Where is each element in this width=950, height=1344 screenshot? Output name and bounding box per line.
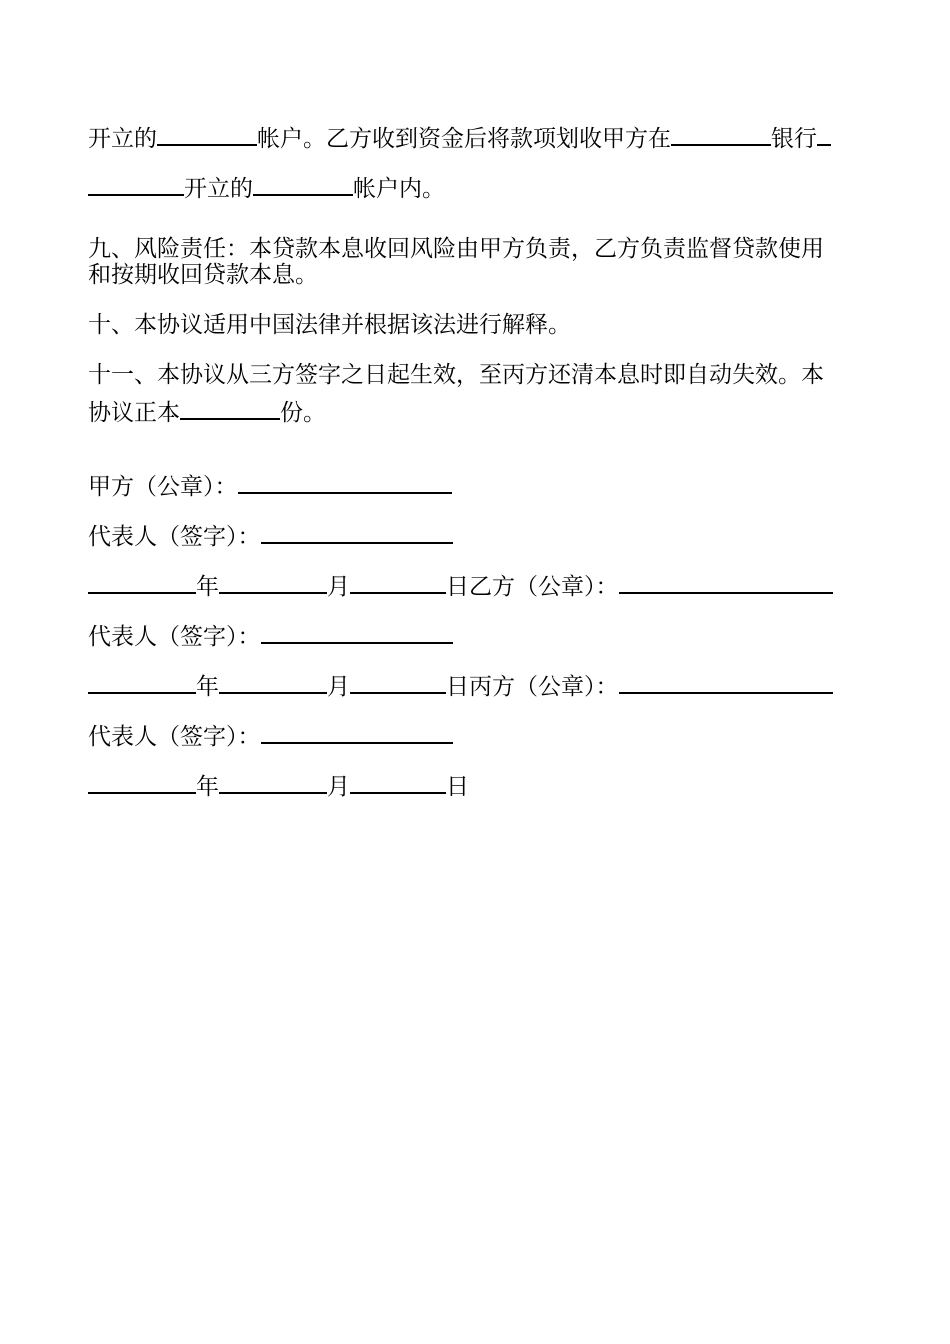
day-field[interactable] xyxy=(350,672,446,694)
clause9-line2: 和按期收回贷款本息。 xyxy=(88,262,318,288)
signature-field[interactable] xyxy=(261,522,453,544)
date-party-c-line xyxy=(88,672,833,700)
year-field[interactable] xyxy=(88,772,196,794)
party-c-label: 丙方（公章）： xyxy=(469,674,619,700)
text: 协议正本 xyxy=(88,400,180,426)
day-field[interactable] xyxy=(350,572,446,594)
text: 帐户。乙方收到资金后将款项划收甲方在 xyxy=(257,126,671,152)
signature-field[interactable] xyxy=(261,622,453,644)
clause11-line1: 十一、本协议从三方签字之日起生效，至丙方还清本息时即自动失效。本 xyxy=(88,362,824,388)
party-a-label: 甲方（公章）： xyxy=(88,474,238,500)
representative-label: 代表人（签字）： xyxy=(88,524,261,550)
text: 月 xyxy=(327,774,350,800)
date-party-b-line xyxy=(88,572,833,600)
clause10: 十、本协议适用中国法律并根据该法进行解释。 xyxy=(88,312,571,338)
text: 月 xyxy=(327,574,350,600)
representative-label: 代表人（签字）： xyxy=(88,724,261,750)
clause8-line1 xyxy=(88,124,831,152)
party-a-seal-line xyxy=(88,472,452,500)
clause11-line2 xyxy=(88,398,326,426)
blank-field[interactable] xyxy=(671,124,771,146)
text: 月 xyxy=(327,674,350,700)
blank-field[interactable] xyxy=(157,124,257,146)
signature-field[interactable] xyxy=(261,722,453,744)
signature-field[interactable] xyxy=(238,472,452,494)
text: 开立的 xyxy=(88,126,157,152)
text: 年 xyxy=(196,674,219,700)
representative-label: 代表人（签字）： xyxy=(88,624,261,650)
blank-field[interactable] xyxy=(817,124,831,146)
signature-field[interactable] xyxy=(619,672,833,694)
month-field[interactable] xyxy=(219,672,327,694)
blank-field[interactable] xyxy=(88,174,184,196)
text: 银行 xyxy=(771,126,817,152)
text: 开立的 xyxy=(184,176,253,202)
clause8-line2 xyxy=(88,174,445,202)
representative-line-2 xyxy=(88,622,453,650)
blank-field[interactable] xyxy=(253,174,353,196)
representative-line-3 xyxy=(88,722,453,750)
month-field[interactable] xyxy=(219,772,327,794)
text: 日 xyxy=(446,574,469,600)
signature-field[interactable] xyxy=(619,572,833,594)
representative-line-1 xyxy=(88,522,453,550)
year-field[interactable] xyxy=(88,672,196,694)
text: 日 xyxy=(446,774,469,800)
party-b-label: 乙方（公章）： xyxy=(469,574,619,600)
clause9-line1: 九、风险责任：本贷款本息收回风险由甲方负责，乙方负责监督贷款使用 xyxy=(88,236,824,262)
text: 份。 xyxy=(280,400,326,426)
year-field[interactable] xyxy=(88,572,196,594)
text: 年 xyxy=(196,574,219,600)
text: 年 xyxy=(196,774,219,800)
blank-field[interactable] xyxy=(180,398,280,420)
date-line-final xyxy=(88,772,469,800)
month-field[interactable] xyxy=(219,572,327,594)
text: 日 xyxy=(446,674,469,700)
day-field[interactable] xyxy=(350,772,446,794)
text: 帐户内。 xyxy=(353,176,445,202)
